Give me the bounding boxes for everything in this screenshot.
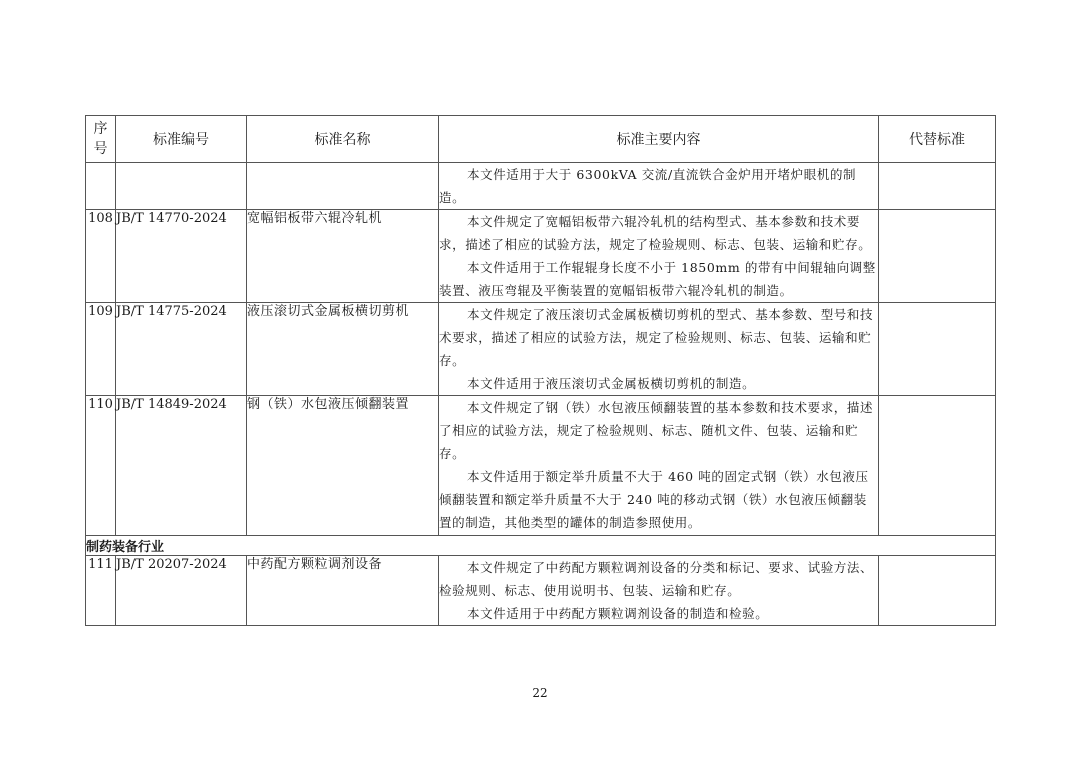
content-paragraph: 本文件规定了中药配方颗粒调剂设备的分类和标记、要求、试验方法、检验规则、标志、使用说明书、包装、运输和贮存。 [439,560,874,598]
page-number: 22 [532,686,548,700]
row-no [86,163,116,210]
table-row [86,556,996,626]
content-paragraph: 本文件适用于液压滚切式金属板横切剪机的制造。 [467,376,756,391]
header-no: 序 号 [86,116,116,163]
row-code: JB/T 14775-2024 [116,303,247,396]
row-replaced [879,303,996,396]
section-title: 制药装备行业 [86,536,996,556]
row-no: 108 [86,210,116,303]
row-content [439,210,879,303]
header-replaced: 代替标准 [879,116,996,163]
row-code [116,163,247,210]
row-content [439,556,879,626]
content-paragraph: 本文件适用于中药配方颗粒调剂设备的制造和检验。 [467,606,769,621]
table-header-row [86,116,996,163]
row-code: JB/T 20207-2024 [116,556,247,626]
row-code: JB/T 14770-2024 [116,210,247,303]
row-replaced [879,163,996,210]
content-paragraph: 本文件规定了宽幅铝板带六辊冷轧机的结构型式、基本参数和技术要求，描述了相应的试验方法，规定了检验规则、标志、包装、运输和贮存。 [439,214,872,252]
table-row [86,303,996,396]
header-content: 标准主要内容 [439,116,879,163]
row-no: 110 [86,396,116,536]
content-paragraph: 本文件规定了液压滚切式金属板横切剪机的型式、基本参数、型号和技术要求，描述了相应的试验方法，规定了检验规则、标志、包装、运输和贮存。 [439,307,874,368]
row-code: JB/T 14849-2024 [116,396,247,536]
row-content [439,303,879,396]
header-name: 标准名称 [247,116,439,163]
standards-table [85,115,996,626]
row-content [439,163,879,210]
row-name: 液压滚切式金属板横切剪机 [247,303,439,396]
row-replaced [879,210,996,303]
table-row [86,396,996,536]
content-paragraph: 本文件适用于大于 6300kVA 交流/直流铁合金炉用开堵炉眼机的制造。 [439,167,857,205]
header-code: 标准编号 [116,116,247,163]
row-name: 钢（铁）水包液压倾翻装置 [247,396,439,536]
content-paragraph: 本文件适用于工作辊辊身长度不小于 1850mm 的带有中间辊轴向调整装置、液压弯辊及平衡装置的宽幅铝板带六辊冷轧机的制造。 [439,260,876,298]
row-content [439,396,879,536]
row-replaced [879,396,996,536]
content-paragraph: 本文件适用于额定举升质量不大于 460 吨的固定式钢（铁）水包液压倾翻装置和额定举升质量不大于 240 吨的移动式钢（铁）水包液压倾翻装置的制造，其他类型的罐体的制造参照使用。 [439,469,869,530]
table-row [86,210,996,303]
row-name [247,163,439,210]
row-replaced [879,556,996,626]
table-row [86,163,996,210]
row-name: 宽幅铝板带六辊冷轧机 [247,210,439,303]
row-name: 中药配方颗粒调剂设备 [247,556,439,626]
content-paragraph: 本文件规定了钢（铁）水包液压倾翻装置的基本参数和技术要求，描述了相应的试验方法，规定了检验规则、标志、随机文件、包装、运输和贮存。 [439,400,874,461]
row-no: 111 [86,556,116,626]
row-no: 109 [86,303,116,396]
section-row [86,536,996,556]
